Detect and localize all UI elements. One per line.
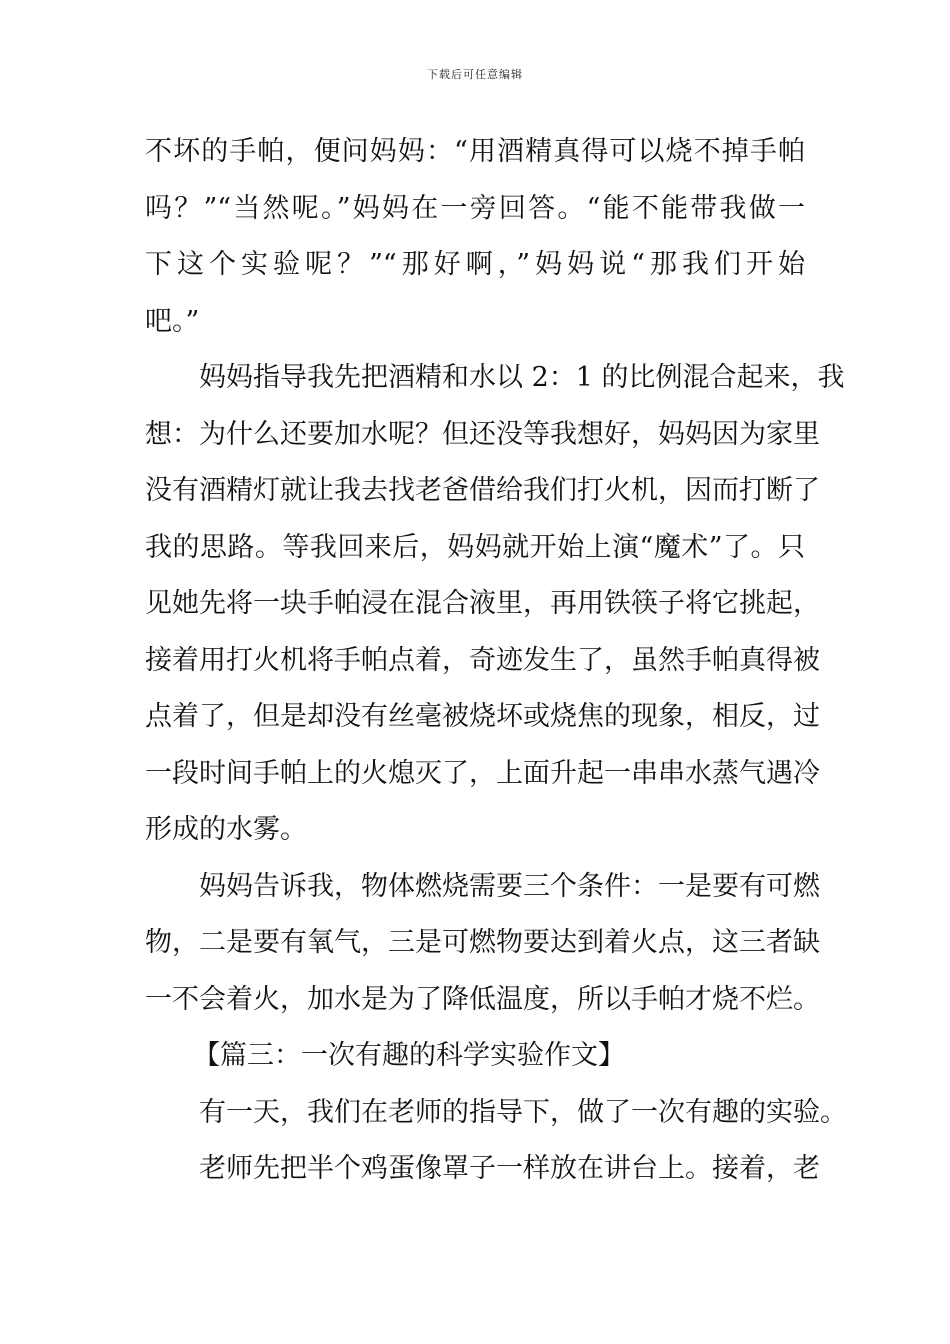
text-line: 想：为什么还要加水呢？但还没等我想好，妈妈因为家里 [145, 418, 820, 450]
page-header: 下载后可任意编辑 [427, 68, 523, 81]
text-line: 吧。” [145, 305, 200, 337]
text-line: 一段时间手帕上的火熄灭了，上面升起一串串水蒸气遇冷 [145, 757, 820, 789]
text-line: 物，二是要有氧气，三是可燃物要达到着火点，这三者缺 [145, 927, 820, 958]
text-line: 一不会着火，加水是为了降低温度，所以手帕才烧不烂。 [145, 983, 820, 1015]
text-line: 老师先把半个鸡蛋像罩子一样放在讲台上。接着，老 [199, 1153, 820, 1184]
text-line: 有一天，我们在老师的指导下，做了一次有趣的实验。 [199, 1096, 847, 1128]
text-line: 没有酒精灯就让我去找老爸借给我们打火机，因而打断了 [145, 475, 820, 506]
text-line: 点着了，但是却没有丝毫被烧坏或烧焦的现象，相反，过 [145, 701, 820, 732]
text-line: 形成的水雾。 [145, 814, 307, 845]
text-line: 妈妈指导我先把酒精和水以 2：1 的比例混合起来，我 [199, 362, 845, 393]
text-line: 不坏的手帕，便问妈妈：“用酒精真得可以烧不掉手帕 [145, 136, 805, 167]
text-line: 见她先将一块手帕浸在混合液里，再用铁筷子将它挑起， [145, 588, 820, 619]
text-line: 吗？”“当然呢。”妈妈在一旁回答。“能不能带我做一 [145, 192, 805, 224]
text-line: 接着用打火机将手帕点着，奇迹发生了，虽然手帕真得被 [145, 644, 820, 676]
text-line: 妈妈告诉我，物体燃烧需要三个条件：一是要有可燃 [199, 870, 820, 902]
text-line: 我的思路。等我回来后，妈妈就开始上演“魔术”了。只 [145, 531, 805, 563]
section-heading: 【篇三：一次有趣的科学实验作文】 [193, 1040, 625, 1071]
document-body [145, 124, 847, 1198]
text-line: 下这个实验呢？”“那好啊，”妈妈说“那我们开始 [145, 249, 805, 280]
